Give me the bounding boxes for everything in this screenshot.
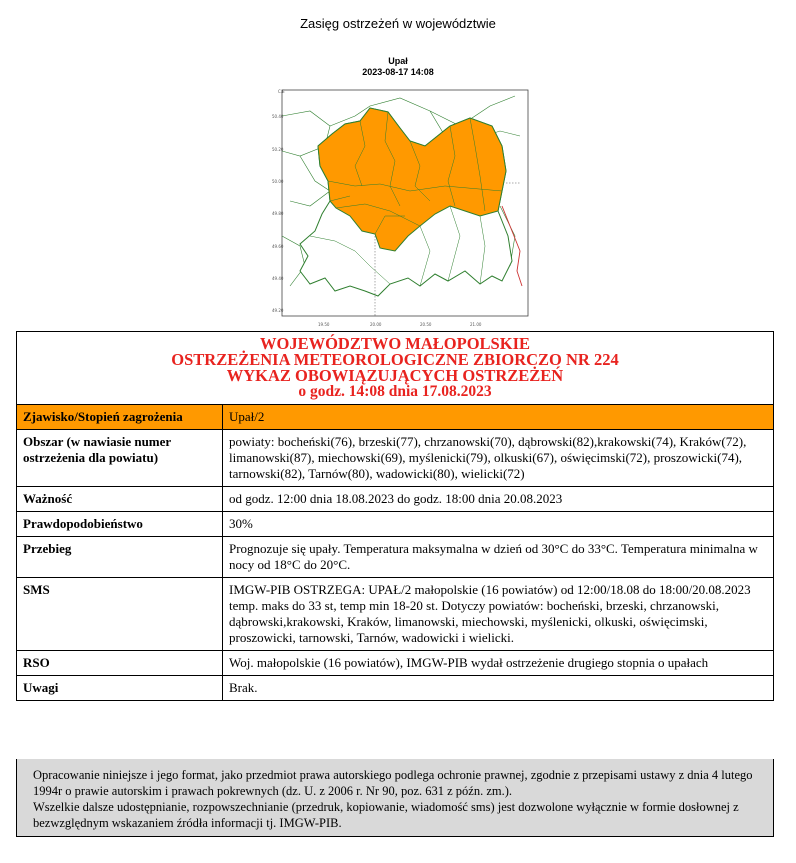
row-value: Brak.	[223, 676, 774, 701]
table-row	[17, 512, 774, 537]
lon-tick: 19.50	[318, 322, 330, 327]
map-phenomenon: Upał	[388, 56, 408, 66]
row-value: powiaty: bocheński(76), brzeski(77), chrzanowski(70), dąbrowski(82),krakowski(74), Kraków(72), limanowski(87), miechowski(69), myślenicki(79), olkuski(67), oświęcimski(72), proszowicki(74), tarnowski(82), Tarnów(80), wadowicki(80), wielicki(72)	[223, 430, 774, 487]
lat-tick: 49.20	[272, 308, 284, 313]
copyright-paragraph: Opracowanie niniejsze i jego format, jako przedmiot prawa autorskiego podlega ochronie prawnej, zgodnie z przepisami ustawy z dnia 4 lutego 1994r o prawie autorskim i prawach pokrewnych (dz. U. z 2006 r. Nr 90, poz. 631 z późn. zm.).	[33, 768, 753, 798]
header-bulletin-number: OSTRZEŻENIA METEOROLOGICZNE ZBIORCZO NR 224	[171, 350, 619, 369]
row-value: 30%	[223, 512, 774, 537]
row-label: Obszar (w nawiasie numer ostrzeżenia dla powiatu)	[17, 430, 223, 487]
table-row	[17, 578, 774, 651]
table-row	[17, 537, 774, 578]
header-voivodeship: WOJEWÓDZTWO MAŁOPOLSKIE	[260, 334, 530, 353]
page-title: Zasięg ostrzeżeń w województwie	[300, 16, 496, 31]
lat-tick: 49.80	[272, 211, 284, 216]
row-value: od godz. 12:00 dnia 18.08.2023 do godz. 18:00 dnia 20.08.2023	[223, 487, 774, 512]
header-list-title: WYKAZ OBOWIĄZUJĄCYCH OSTRZEŻEŃ	[226, 366, 564, 385]
map-caption	[0, 56, 796, 78]
row-label: SMS	[17, 578, 223, 651]
table-row	[17, 487, 774, 512]
warnings-table	[16, 331, 774, 701]
header-issue-time: o godz. 14:08 dnia 17.08.2023	[298, 383, 492, 400]
row-label: Prawdopodobieństwo	[17, 512, 223, 537]
row-value: Upał/2	[223, 405, 774, 430]
lon-tick: 20.50	[420, 322, 432, 327]
row-label: Przebieg	[17, 537, 223, 578]
lat-tick: 50.00	[272, 179, 284, 184]
map-corner-label: C.E	[278, 89, 285, 94]
lat-tick: 49.40	[272, 276, 284, 281]
row-label: Uwagi	[17, 676, 223, 701]
table-row	[17, 676, 774, 701]
lon-tick: 21.00	[470, 322, 482, 327]
row-value: Prognozuje się upały. Temperatura maksymalna w dzień od 30°C do 33°C. Temperatura minimalna w nocy od 18°C do 20°C.	[223, 537, 774, 578]
warning-map	[270, 86, 532, 332]
lat-tick: 50.40	[272, 114, 284, 119]
table-row	[17, 430, 774, 487]
lat-tick: 50.20	[272, 147, 284, 152]
row-value: Woj. małopolskie (16 powiatów), IMGW-PIB wydał ostrzeżenie drugiego stopnia o upałach	[223, 651, 774, 676]
lon-tick: 20.00	[370, 322, 382, 327]
row-label: RSO	[17, 651, 223, 676]
table-row	[17, 651, 774, 676]
row-label: Zjawisko/Stopień zagrożenia	[17, 405, 223, 430]
lat-tick: 49.60	[272, 244, 284, 249]
row-label: Ważność	[17, 487, 223, 512]
lon-tick-labels	[318, 322, 482, 327]
table-header	[17, 332, 774, 405]
row-value: IMGW-PIB OSTRZEGA: UPAŁ/2 małopolskie (16 powiatów) od 12:00/18.08 do 18:00/20.08.2023 temp. maks do 33 st, temp min 18-20 st. Dotyczy powiatów: bocheński, brzeski, chrzanowski, dąbrowski,krakowski, Kraków, limanowski, miechowski, myślenicki, olkuski, oświęcimski, proszowicki, tarnowski, Tarnów, wadowicki i wielicki.	[223, 578, 774, 651]
table-row	[17, 405, 774, 430]
redistribution-paragraph: Wszelkie dalsze udostępnianie, rozpowszechnianie (przedruk, kopiowanie, wiadomość sms) jest dozwolone wyłącznie w formie dosłownej z bezwzględnym wskazaniem źródła informacji tj. IMGW-PIB.	[33, 800, 739, 830]
copyright-note	[16, 759, 774, 837]
map-datetime: 2023-08-17 14:08	[362, 67, 434, 77]
